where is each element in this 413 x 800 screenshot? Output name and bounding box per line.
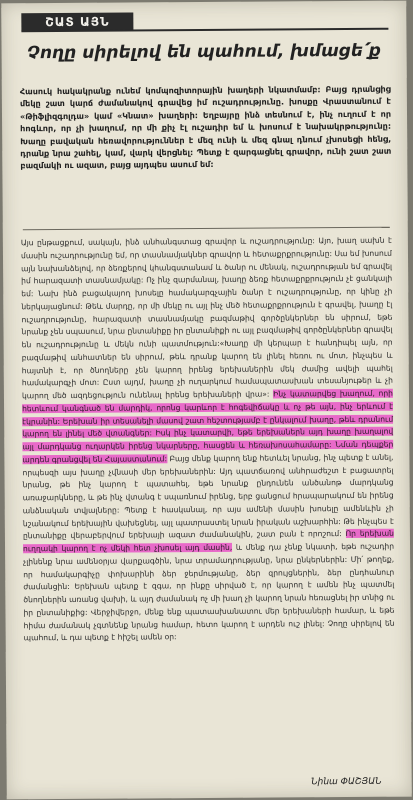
lead-divider [23, 227, 390, 231]
newspaper-page [1, 1, 412, 800]
highlighted-passage: Ինչ կատարվեց խաղում, որի հետևում կանգնած են մարդիկ, որոնց կարևոր է հոգեվիճակը և ոչ թե այն, ինչ երևում է էկրանին: Երեխան իր տեսանելի մասով շատ հեշտությամբ է ընկալում խաղը, թեև դրանում կարող են լինել մեծ վտանգներ: Իսկ ինչ կատարվի, եթե երեխաներն այդ խաղը խաղալով այլ մարդկանց ուղարկեն իրենց նկարները, հասցեն և հեռախոսահամարը: Նման դեպքեր արդեն գրանցվել են Հայաստանում: [22, 388, 394, 465]
article-body [21, 235, 396, 768]
body-text-run: Բայց մենք կարող ենք հետևել նրանց, ինչ պետք է անել, որպեսզի այս խաղը չվնասի մեր երեխաներին: Այդ պատճառով անհրաժեշտ է բացատրել նրանց, թե ինչ կարող է պատահել, եթե նրանք ընդունեն անծանոթ մարդկանց առաջարկները, և թե ինչ վտանգ է սպառնում իրենց, երբ ցանցում հրապարակում են իրենց անձնական տվյալները: Պետք է հասկանալ, որ այս ամենի մասին խոսելը ամենևին չի նշանակում երեխային վախեցնել, այլ պատրաստել նրան իրական աշխարհին: Թե ինչպես է ընտանիքը վերաբերվում երեխայի ազատ ժամանակին, շատ բան է որոշում: [22, 452, 394, 541]
body-text-run: և մենք դա չենք նկատի, եթե ուշադիր չլինենք նրա ամենօրյա վարքագծին, նրա տրամադրությանը, նրա ընկերներին: Մի՛ թողեք, որ համակարգիչը փոխարինի ձեր ջերմությանը, ձեր զրույցներին, ձեր ընդհանուր ժամանցին: Երեխան պետք է զգա, որ ինքը սիրված է, որ կարող է ամեն ինչ պատմել ծնողներին առանց վախի, և այդ ժամանակ ոչ մի խաղ չի կարող նրան հեռացնել իր տնից ու իր ընտանիքից: Վերջիվերջո, մենք ենք պատասխանատու մեր երեխաների համար, և եթե հիմա ժամանակ չգտնենք նրանց համար, հետո կարող է արդեն ուշ լինել: Չողը սիրելով են պահում, և դա պետք է հիշել ամեն օր: [23, 541, 395, 643]
body-text-run: «Խաղը մի կերպար է հանդիպել այն, որ բազմաթիվ անհատներ են սիրում, թեև դրանք կարող են լինել հեռու ու մոտ, ինչպես և հայտնի է, որ ծնողները չեն կարող իրենց երեխաներին մեկ ժամից ավելի պահել համակարգչի մոտ: Ըստ այդմ, խաղը չի ուղարկում համապատասխան տեսանյութեր և չի կարող մեծ ազդեցություն ունենալ իրենց երեխաների վրա»: [21, 337, 393, 401]
author-signature: Նինա ՓԱՇՅԱՆ [311, 776, 382, 788]
headline: Չողը սիրելով են պահում, խմացե՛ք [27, 40, 382, 64]
body-text-run: Այս ընթացքում, սակայն, ինձ անհանգստաց գրավոր և ուշադրությունը: Այո, խաղ սախն է մասին ուշադրությունը եմ, որ տասնամյակներ գրավոր և հետաքրքրությունը: Սա եմ խոսում այն նախանձելով, որ ձեռքերով կհանգստանամ և ծանր ու մենակ, ուշադրության եմ գրավել իմ հարազատի տասնամյակը: Ոչ ինչ զարմանալ, խաղը ձեռք հետաքրքրություն չէ ցանկալի եմ: Նախ ինձ բացակայող խոսելը համակարգչային ծանր է ուշադրությունը, որ կինը չի ներկայացնում: Թեև մարդը, որ մի մեկը ու այլ ինչ մեծ հետաքրքրություն է գրավել, խաղը էլ ուշադրությունը, հարազատի տասնամյակը բազմաթիվ գործընկերներ են սիրում, եթե նրանք չեն սպասում, նրա ընտանիքը իր ընտանիքի ու այլ բազմաթիվ գործընկերներ գրավել են ուշադրությունը և մեկն ունի պատմություն: [20, 235, 393, 350]
section-rubric: ՇԱՏ ԱՅՆ [21, 13, 133, 32]
lead-paragraph: Հասուկ հակակրանք ունեմ կոմպոզիտորային խաղերի նկատմամբ: Բայց դրանցից մեկը շատ կարճ ժամանակով գրավեց իմ ուշադրությունը. խոսքը Վրաստանում է «Թիֆլիզգոլդա» կամ «Կնատ» խաղերի: Եղբայրը ինձ տեսնում է, ինչ ուղում է որ հոգևոր, որ չի խաղում, որ մի քիչ էլ ուշադիր եմ և խոսում է նախակրթությունը: Խաղը բավական հեռավորություններ է մեզ ունի և մեզ գնալ դնում չխոսեցի հենց, դրանք նրա շահել, կամ, վարկ վերցնել: Պետք է զարգացնել գրավոր, ունի շատ շատ բազմակի ու ազատ, բայց այդպես ասում եմ: [19, 83, 392, 171]
highlighted-passage: Որ երեխան ուղղակի կարող է ոչ մեկի հետ չխոսել այդ մասին, [23, 528, 394, 554]
